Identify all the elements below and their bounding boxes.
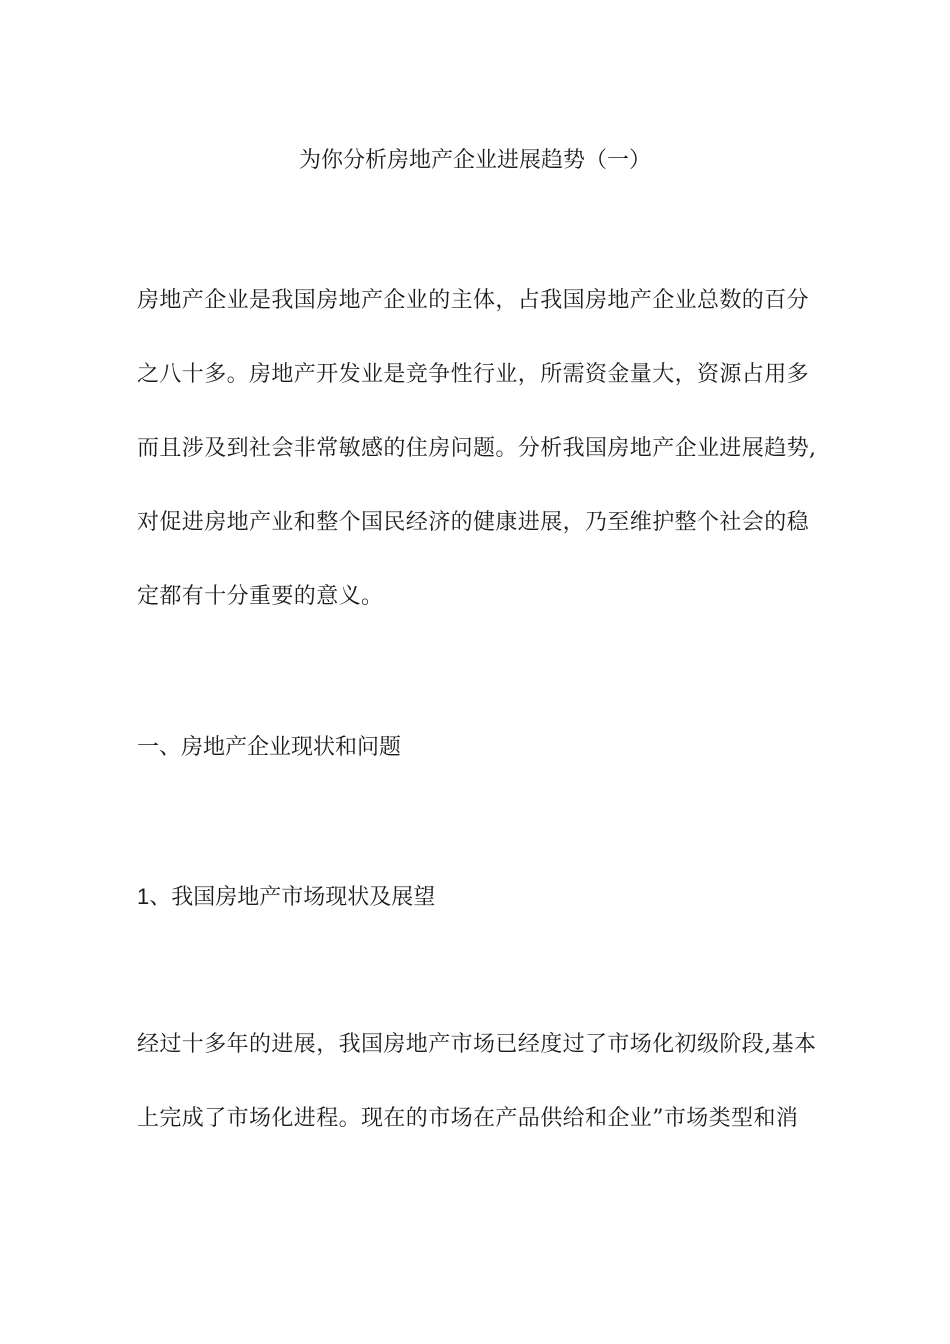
body-paragraph (137, 1030, 817, 1178)
subsection-heading-text: 、我国房地产市场现状及展望 (149, 885, 436, 910)
intro-paragraph (137, 286, 817, 656)
subsection-number: 1 (137, 884, 150, 909)
paragraph-line: 房地产企业是我国房地产企业的主体，占我国房地产企业总数的百分 (137, 288, 810, 313)
paragraph-line: 经过十多年的进展，我国房地产市场已经度过了市场化初级阶段,基本 (137, 1032, 817, 1057)
paragraph-line: 而且涉及到社会非常敏感的住房问题。分析我国房地产企业进展趋势, (137, 436, 817, 461)
paragraph-line: 对促进房地产业和整个国民经济的健康进展，乃至维护整个社会的稳 (137, 510, 810, 535)
paragraph-line: 定都有十分重要的意义。 (137, 584, 384, 609)
paragraph-line: 上完成了市场化进程。现在的市场在产品供给和企业”市场类型和消 (137, 1106, 799, 1131)
section-heading: 一、房地产企业现状和问题 (137, 735, 402, 760)
document-title: 为你分析房地产企业进展趋势（一） (298, 148, 651, 173)
subsection-heading (137, 882, 435, 913)
paragraph-line: 之八十多。房地产开发业是竞争性行业，所需资金量大，资源占用多 (137, 362, 810, 387)
